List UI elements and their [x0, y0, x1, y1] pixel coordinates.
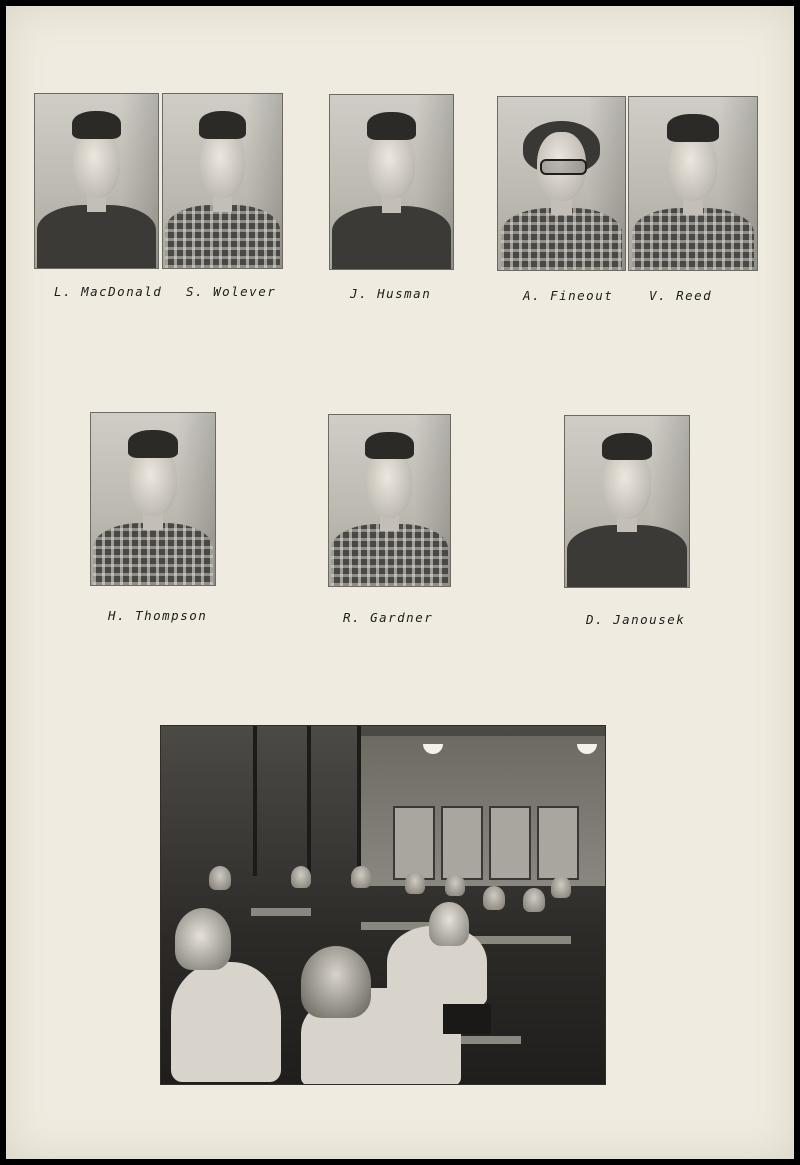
portrait-caption: J. Husman	[350, 286, 432, 301]
portrait-caption: S. Wolever	[186, 284, 277, 299]
portrait-photo-thompson	[90, 412, 216, 586]
portrait-caption: R. Gardner	[343, 610, 434, 625]
portrait-caption: L. MacDonald	[54, 284, 163, 299]
classroom-photo	[160, 725, 606, 1085]
yearbook-page	[6, 6, 794, 1159]
portrait-caption: A. Fineout	[523, 288, 614, 303]
portrait-photo-wolever	[162, 93, 283, 269]
portrait-caption: H. Thompson	[108, 608, 208, 623]
portrait-photo-fineout	[497, 96, 626, 271]
portrait-caption: D. Janousek	[586, 612, 686, 627]
portrait-photo-macdonald	[34, 93, 159, 269]
portrait-photo-gardner	[328, 414, 451, 587]
portrait-caption: V. Reed	[649, 288, 713, 303]
portrait-photo-husman	[329, 94, 454, 270]
portrait-photo-reed	[628, 96, 758, 271]
portrait-photo-janousek	[564, 415, 690, 588]
